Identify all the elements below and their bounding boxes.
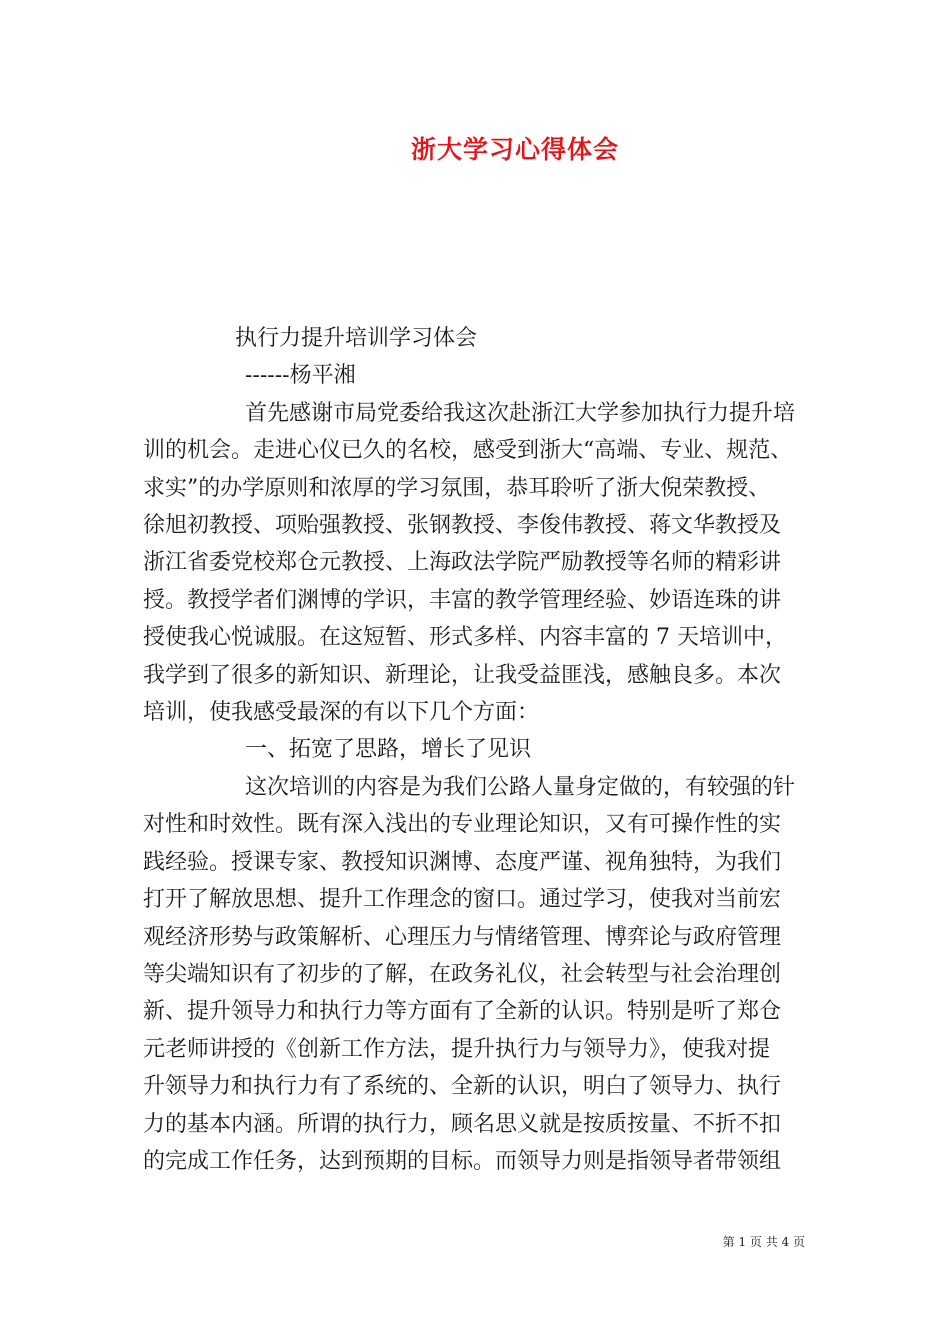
paragraph-line: 授使我心悦诚服。在这短暂、形式多样、内容丰富的 7 天培训中， — [143, 625, 787, 651]
paragraph-line: 等尖端知识有了初步的了解，在政务礼仪，社会转型与社会治理创 — [143, 961, 782, 987]
paragraph-line: 升领导力和执行力有了系统的、全新的认识，明白了领导力、执行 — [143, 1074, 782, 1100]
page-number-footer: 第 1 页 共 4 页 — [722, 1235, 805, 1249]
author-line: ------杨平湘 — [245, 363, 356, 389]
paragraph-line: 授。教授学者们渊博的学识，丰富的教学管理经验、妙语连珠的讲 — [143, 587, 782, 613]
paragraph-line: 的完成工作任务，达到预期的目标。而领导力则是指领导者带领组 — [143, 1148, 782, 1174]
paragraph-line: 新、提升领导力和执行力等方面有了全新的认识。特别是听了郑仓 — [143, 999, 782, 1025]
article-subtitle: 执行力提升培训学习体会 — [235, 326, 478, 351]
paragraph-line: 元老师讲授的《创新工作方法，提升执行力与领导力》，使我对提 — [143, 1036, 771, 1062]
paragraph-line: 对性和时效性。既有深入浅出的专业理论知识，又有可操作性的实 — [143, 812, 782, 838]
paragraph-line: 力的基本内涵。所谓的执行力，顾名思义就是按质按量、不折不扣 — [143, 1111, 782, 1137]
paragraph-line: 首先感谢市局党委给我这次赴浙江大学参加执行力提升培 — [245, 400, 796, 426]
paragraph-line: 我学到了很多的新知识、新理论，让我受益匪浅，感触良多。本次 — [143, 662, 782, 688]
paragraph-line: 浙江省委党校郑仓元教授、上海政法学院严励教授等名师的精彩讲 — [143, 550, 782, 576]
paragraph-line: 培训，使我感受最深的有以下几个方面： — [143, 700, 540, 726]
paragraph-line: 训的机会。走进心仪已久的名校，感受到浙大“高端、专业、规范、 — [143, 438, 793, 464]
paragraph-line: 践经验。授课专家、教授知识渊博、态度严谨、视角独特，为我们 — [143, 849, 782, 875]
article-body — [143, 320, 833, 1180]
document-title: 浙大学习心得体会 — [410, 135, 619, 164]
paragraph-line: 打开了解放思想、提升工作理念的窗口。通过学习，使我对当前宏 — [143, 887, 782, 913]
paragraph-line: 徐旭初教授、项贻强教授、张钢教授、李俊伟教授、蒋文华教授及 — [143, 513, 782, 539]
section-heading: 一、拓宽了思路，增长了见识 — [245, 737, 532, 763]
paragraph-line: 求实”的办学原则和浓厚的学习氛围，恭耳聆听了浙大倪荣教授、 — [143, 475, 771, 501]
paragraph-line: 这次培训的内容是为我们公路人量身定做的，有较强的针 — [245, 774, 796, 800]
paragraph-line: 观经济形势与政策解析、心理压力与情绪管理、博弈论与政府管理 — [143, 924, 782, 950]
